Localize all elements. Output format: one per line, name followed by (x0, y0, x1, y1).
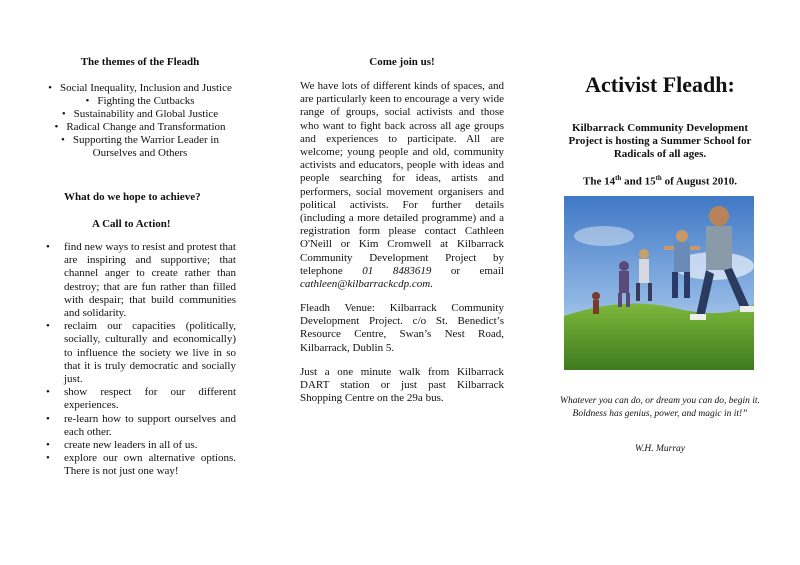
themes-list (40, 82, 240, 160)
date-part: The 14 (583, 175, 616, 188)
or-email-text: or email (450, 264, 504, 277)
invite-paragraph (300, 80, 504, 291)
date-suffix: th (615, 174, 622, 182)
date-part: and 15 (621, 175, 656, 188)
list-item: • Sustainability and Global Justice (40, 108, 240, 121)
subtitle: Kilbarrack Community Development Project is hosting a Summer School for Radicals of all ages. (568, 122, 752, 160)
join-heading: Come join us! (369, 56, 435, 68)
achieve-heading: What do we hope to achieve? (64, 191, 201, 203)
themes-heading: The themes of the Fleadh (80, 56, 200, 68)
call-to-action-heading: A Call to Action! (92, 218, 171, 230)
event-date (560, 172, 760, 189)
list-item: • Fighting the Cutbacks (40, 95, 240, 108)
email-address: cathleen@kilbarrackcdp.com (300, 278, 431, 291)
list-item: • Supporting the Warrior Leader in Ourselves and Others (40, 134, 240, 160)
list-item: • explore our own alternative options. There is not just one way! (40, 452, 236, 478)
quote-author: W.H. Murray (634, 444, 686, 454)
period: . (430, 278, 433, 291)
phone-number: 01 8483619 (362, 264, 432, 277)
actions-list (40, 241, 236, 479)
list-item: • create new leaders in all of us. (40, 439, 236, 452)
date-part: of August 2010. (661, 175, 737, 188)
list-item: • re-learn how to support ourselves and each other. (40, 413, 236, 439)
list-item: • Radical Change and Transformation (40, 121, 240, 134)
page-title: Activist Fleadh: (585, 72, 735, 97)
venue-paragraph: Fleadh Venue: Kilbarrack Community Development Project. c/o St. Benedict’s Resource Centre, Swan’s Nest Road, Kilbarrack, Dublin 5. (300, 302, 504, 354)
quote: Whatever you can do, or dream you can do, begin it. Boldness has genius, power, and magic in it!” (560, 396, 760, 419)
date-suffix: th (655, 174, 662, 182)
directions-paragraph: Just a one minute walk from Kilbarrack DART station or just past Kilbarrack Shopping Centre on the 29a bus. (300, 366, 504, 405)
list-item: • show respect for our different experiences. (40, 386, 236, 412)
list-item: • Social Inequality, Inclusion and Justice (40, 82, 240, 95)
list-item: • reclaim our capacities (politically, socially, culturally and economically) to influence the society we live in so that it is truly democratic and socially just. (40, 320, 236, 386)
list-item: • find new ways to resist and protest that are inspiring and supportive; that channel anger to create rather than destroy; that are fun rather than filled with despair; that build communities and solidarity. (40, 241, 236, 320)
photo-illustration (564, 196, 754, 370)
invite-text: We have lots of different kinds of spaces, and are particularly keen to encourage a very wide range of groups, social activists and those who want to fight back across all age groups and experiences to participate. All are welcome; young people and old, community activists and educators, people with ideas and people searching for ideas, artists and performers, social movement organisers and political activists. For further details (including a more detailed programme) and a registration form please contact Cathleen O'Neill or Kim Cromwell at Kilbarrack Community Development Project by telephone (300, 80, 504, 277)
group-running-photo (564, 196, 754, 370)
